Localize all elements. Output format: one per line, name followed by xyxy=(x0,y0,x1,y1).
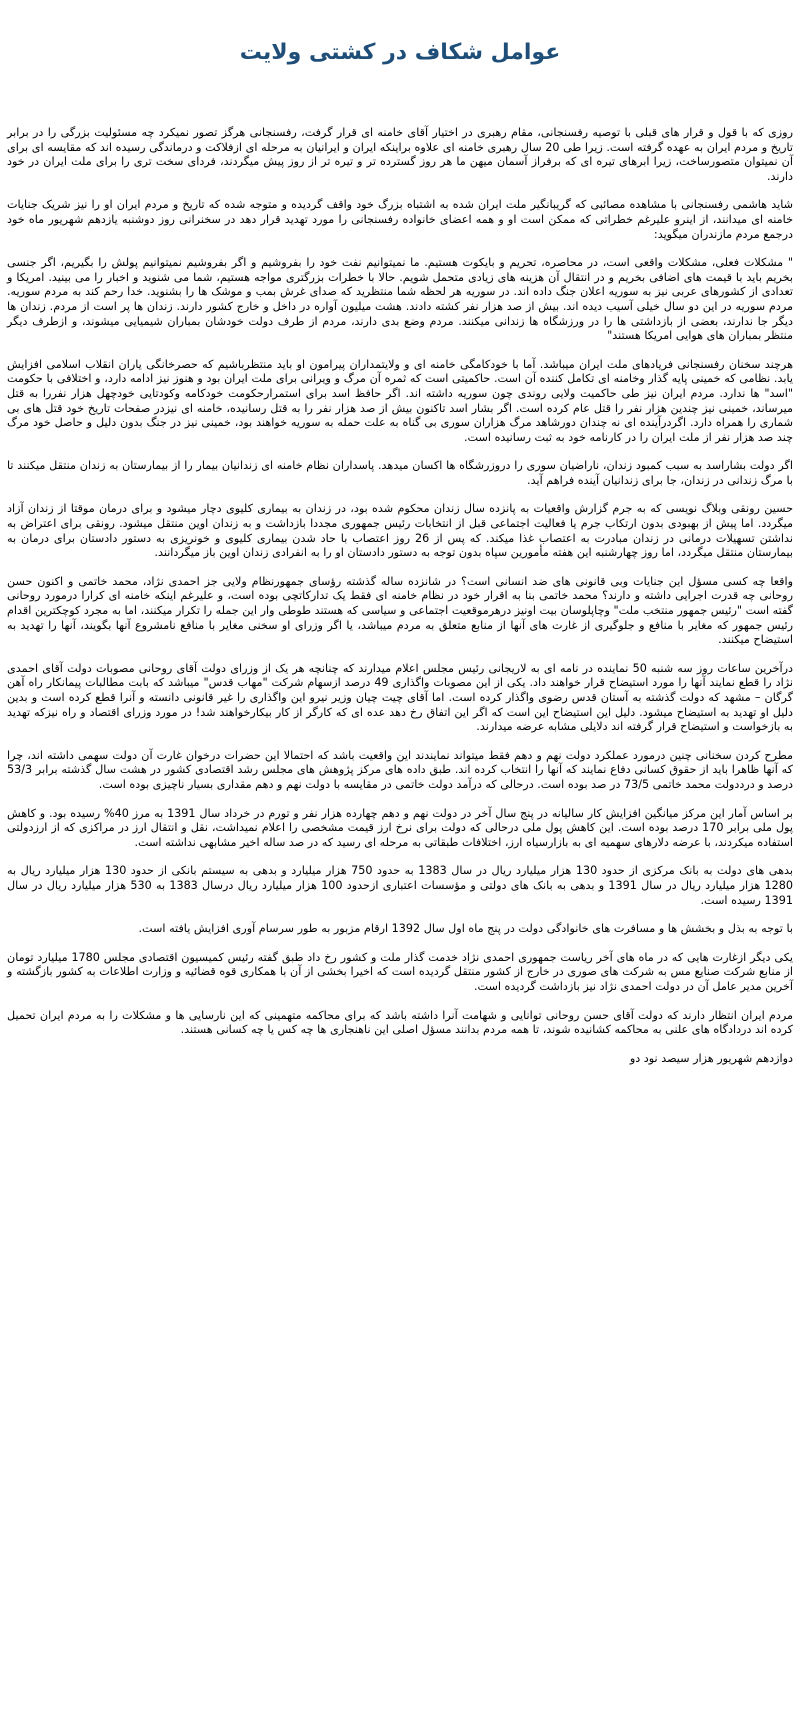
article-paragraph: روزی که با قول و قرار های قبلی با توصیه رفسنجانی، مقام رهبری در اختیار آقای خامنه ای قرار گرفت، رفسنجانی هرگز تصور نمیکرد چه مسئولیت بزرگی را در برابر تاریخ و مردم ایران به عهده گرفته است. زیرا طی 20 سال رهبری خامنه ای علاوه براینکه ایران و ایرانیان به مرحله ای ازفلاکت و درماندگی رسیده اند که مقایسه ای برای آن نمیتوان متصورساخت، زیرا ابرهای تیره ای که برفراز آسمان میهن ما هر روز گسترده تر و تیره تر از روز پیش میگردند، فردای سخت تری را برای ملت ایران در خود دارند. xyxy=(7,126,793,183)
article-date: دوازدهم شهریور هزار سیصد نود دو xyxy=(629,1051,793,1065)
article-paragraph: بر اساس آمار این مرکز میانگین افزایش کار سالیانه در پنج سال آخر در دولت نهم و دهم چهارده هزار نفر و تورم در خرداد سال 1391 به مرز 40% رسیده بود. و کاهش پول ملی برابر 170 درصد بوده است. این کاهش پول ملی درحالی که دولت برای نرخ ارز قیمت مشخصی را اعلام نمیداشت، نقل و انتقال ارز در مراکزی که از ارزدولتی استفاده میکردند، با عرضه دلارهای سهمیه ای به بازارسیاه ارز، اختلافات طبقاتی به مرحله ای رسید که در صد ساله اخیر مشابهی نداشته است. xyxy=(7,806,793,849)
article-quote: " مشکلات فعلی، مشکلات واقعی است، در محاصره، تحریم و بایکوت هستیم. ما نمیتوانیم نفت خود را بفروشیم و اگر بفروشیم نمیتوانیم پولش را بگیریم، اگر جنسی بخریم باید با قیمت های اضافی بخریم و در انتقال آن هزینه های زیادی متحمل شویم. حالا با خطرات بزرگتری مواجه هستیم، شما می شنوید و اخبار را می بینید. امریکا و تعدادی از کشورهای عربی نیز به سوریه اعلان جنگ داده اند. در سوریه هر لحظه شما منتظرید که صدای غرش بمب و موشک ها را بشنوید. خدا رحم کند به مردم سوریه. مردم سوریه در این دو سال خیلی آسیب دیده اند. بیش از صد هزار نفر کشته دادند. هشت میلیون آواره در داخل و خارج کشور دارند. زندان ها پر است از مردم. زندان ها دیگر جا ندارند، بعضی از بازداشتی ها را در ورزشگاه ها زندانی میکنند. مردم وضع بدی دارند، مردم از طرف دولت خودشان بمباران شیمیایی میشوند، و ازطرف دیگر منتظر بمباران های هوایی امریکا هستند" xyxy=(7,256,793,343)
article-paragraph: حسین رونقی وبلاگ نویسی که به جرم گزارش واقعیات به پانزده سال زندان محکوم شده بود، در زندان به بیماری کلیوی دچار میشود و برای درمان موقتا از زندان آزاد میگردد. اما پیش از بهبودی بدون ارتکاب جرم یا فعالیت اجتماعی قبل از انتخابات رئیس جمهوری مجددا بازداشت و به زندان اوین منتقل میشود. رونقی برای اعتراض به نداشتن تسهیلات درمانی در زندان مبادرت به اعتصاب غذا میکند. که پس از 26 روز اعتصاب با حاد شدن بیماری کلیوی و خونریزی به دستور دادستان برای درمان به بیمارستان منتقل میگردد، اما روز چهارشنبه این هفته مأمورین سپاه بدون توجه به دستور دادستان او را به انفرادی زندان اوین باز میگردانند. xyxy=(7,502,793,560)
article-paragraph: با توجه به بذل و بخشش ها و مسافرت های خانوادگی دولت در پنج ماه اول سال 1392 ارقام مزبور به طور سرسام آوری افزایش یافته است. xyxy=(138,922,793,936)
title-spacer xyxy=(7,68,793,126)
article-paragraph: اگر دولت بشاراسد به سبب کمبود زندان، ناراضیان سوری را دروزرشگاه ها اکسان میدهد. پاسداران نظام خامنه ای زندانیان بیمار را از بیمارستان به زندان منتقل میکنند تا با مرگ زندانی در زندان، جا برای زندانیان آینده فراهم آید. xyxy=(7,459,793,487)
article-paragraph: هرچند سخنان رفسنجانی فریادهای ملت ایران میباشد. آما با خودکامگی خامنه ای و ولایتمداران پیرامون او باید منتظرباشیم که حصرخانگی یاران انقلاب اسلامی افزایش یابد. نظامی که خمینی پایه گذار وخامنه ای تکامل کننده آن است. حاکمیتی است که ثمره آن مرگ و ویرانی برای ملت ایران بود و هنوز نیز ادامه دارد، و اختلافی با حکومت "اسد" ها ندارد. مردم ایران نیز طی حاکمیت ولایی روندی چون سوریه داشته اند. اگر حافظ اسد برای استمرارحکومت خودکامه وکودتایی خودچهل هزار نفررا به قتل میرساند، خمینی نیز چندین هزار نفر را قتل عام کرده است. اگر بشار اسد تاکنون بیش از صد هزار نفر را به قتل رسانیده، خامنه ای نیزدر صفحات تاریخ خود قتل های بی شماری را همراه دارد. اگردرآینده ای نه چندان دورشاهد مرگ هزاران سوری بی گناه به علت حمله به سوریه خواهند بود، خمینی نیز در جنگ بدون دلیل و حاصل خود مرگ چند صد هزار نفر از ملت ایران را در کارنامه خود به ثبت رسانیده است. xyxy=(7,357,793,444)
article-title: عوامل شکاف در کشتی ولایت xyxy=(239,40,561,65)
article xyxy=(7,38,793,1066)
article-paragraph: یکی دیگر ازغارت هایی که در ماه های آخر ریاست جمهوری احمدی نژاد خدمت گذار ملت و کشور رخ داد طبق گفته رئیس کمیسیون اقتصادی مجلس 1780 میلیارد تومان از منابع شرکت صنایع مس به شرکت های صوری در خارج از کشور منتقل گردیده است که اخیرا بخشی از آن با همکاری قوه قضائیه و وزارت اطلاعات به کشور بازگشته و آخرین مدیر عامل آن در دولت احمدی نژاد نیز بازداشت گردیده است. xyxy=(7,950,793,993)
article-paragraph: واقعا چه کسی مسؤل این جنایات وبی قانونی های ضد انسانی است؟ در شانزده ساله گذشته رؤسای جمهورنظام ولایی جز احمدی نژاد، محمد خاتمی و اکنون حسن روحانی چه قدرت اجرایی داشته و دارند؟ محمد خاتمی بنا به اقرار خود در نظام خامنه ای فقط یک تدارکاتچی بوده است، و علیرغم اینکه خامنه ای کرارا درمورد روحانی گفته است "رئیس جمهور منتخب ملت" وچاپلوسان بیت اونیز درهرموقعیت اجتماعی و سیاسی که هستند طوطی وار این جمله را تکرار میکنند، اما به مجرد کوچکترین اقدام رئیس جمهور که مغایر با منافع و جلوگیری از غارت های آنها از منابع متعلق به مردم میباشد، یا اگر وزرای او سخنی مغایر با منافع نامشروع آنها بگویند، آنها را تهدید به استیضاح میکنند. xyxy=(7,574,793,647)
article-paragraph: بدهی های دولت به بانک مرکزی از حدود 130 هزار میلیارد ریال در سال 1383 به حدود 750 هزار میلیارد و بدهی به سیستم بانکی از حدود 130 هزار میلیارد ریال به 1280 هزار میلیارد ریال در سال 1391 و بدهی به بانک های دولتی و مؤسسات اعتباری ازحدود 100 هزار میلیارد ریال درسال 1383 به 530 هزار میلیارد ریال در سال 1391 رسیده است. xyxy=(7,864,794,907)
article-paragraph: مردم ایران انتظار دارند که دولت آقای حسن روحانی توانایی و شهامت آنرا داشته باشد که برای محاکمه متهمینی که این نارسایی ها و مشکلات را به مردم ایران تحمیل کرده اند دردادگاه های علنی به محاکمه کشانیده شوند، تا همه مردم بدانند مسؤل اصلی این ناهنجاری ها چه کس یا چه کسانی هستند. xyxy=(7,1008,793,1037)
article-paragraph: درآخرین ساعات روز سه شنبه 50 نماینده در نامه ای به لاریجانی رئیس مجلس اعلام میدارند که چنانچه هر یک از وزرای دولت آقای روحانی مصوبات دولت آقای احمدی نژاد را قطع نمایند آنها را مورد استیضاح قرار خواهند داد. یکی از این مصوبات واگذاری 49 درصد ازسهام شرکت "مهاب قدس" میباشد که بابت مطالبات پیمانکار راه آهن گرگان – مشهد که دولت گذشته به آستان قدس رضوی واگذار کرده است. اما آقای چیت چیان وزیر نیرو این واگذاری را غیر قانونی دانسته و آنرا قطع کرده است و بدین دلیل او تهدید به استیضاح میشود. دلیل این استیضاح این است که اگر این اتفاق رخ دهد عده ای که کارگر از کار بیکارخواهند شد! در مورد وزرای اقتصاد و راه نیزکه تهدید به بازخواست و استیضاح قرار گرفته اند دلایلی مشابه عرضه میدارند. xyxy=(7,661,793,734)
article-paragraph: شاید هاشمی رفسنجانی با مشاهده مصائبی که گریبانگیر ملت ایران شده به اشتباه بزرگ خود واقف گردیده و متوجه شده که تاریخ و مردم ایران او را نیز شریک جنایات خامنه ای میدانند، از اینرو علیرغم خطراتی که ممکن است او و همه اعضای خانواده رفسنجانی را مورد تهدید قرار دهد در سخنرانی روز دوشنبه یازدهم شهریور ماه خود درجمع مردم مازندران میگوید: xyxy=(7,198,793,241)
article-paragraph: مطرح کردن سخنانی چنین درمورد عملکرد دولت نهم و دهم فقط میتواند نمایندند این واقعیت باشد که احتمالا این حضرات درخوان غارت آن دولت سهمی داشته اند، چرا که آنها ظاهرا باید از حقوق کسانی دفاع نمایند که آنها را انتخاب کرده اند. طبق داده های مرکز پژوهش های مجلس رشد اقتصادی کشور در هشت سال گذشته برابر 53/3 درصد و درددولت محمد خاتمی 73/5 در صد بوده است. درحالی که درآمد دولت خاتمی در مقایسه با دولت نهم و دهم مقداری بسیار ناچیزی بوده است. xyxy=(7,748,793,791)
